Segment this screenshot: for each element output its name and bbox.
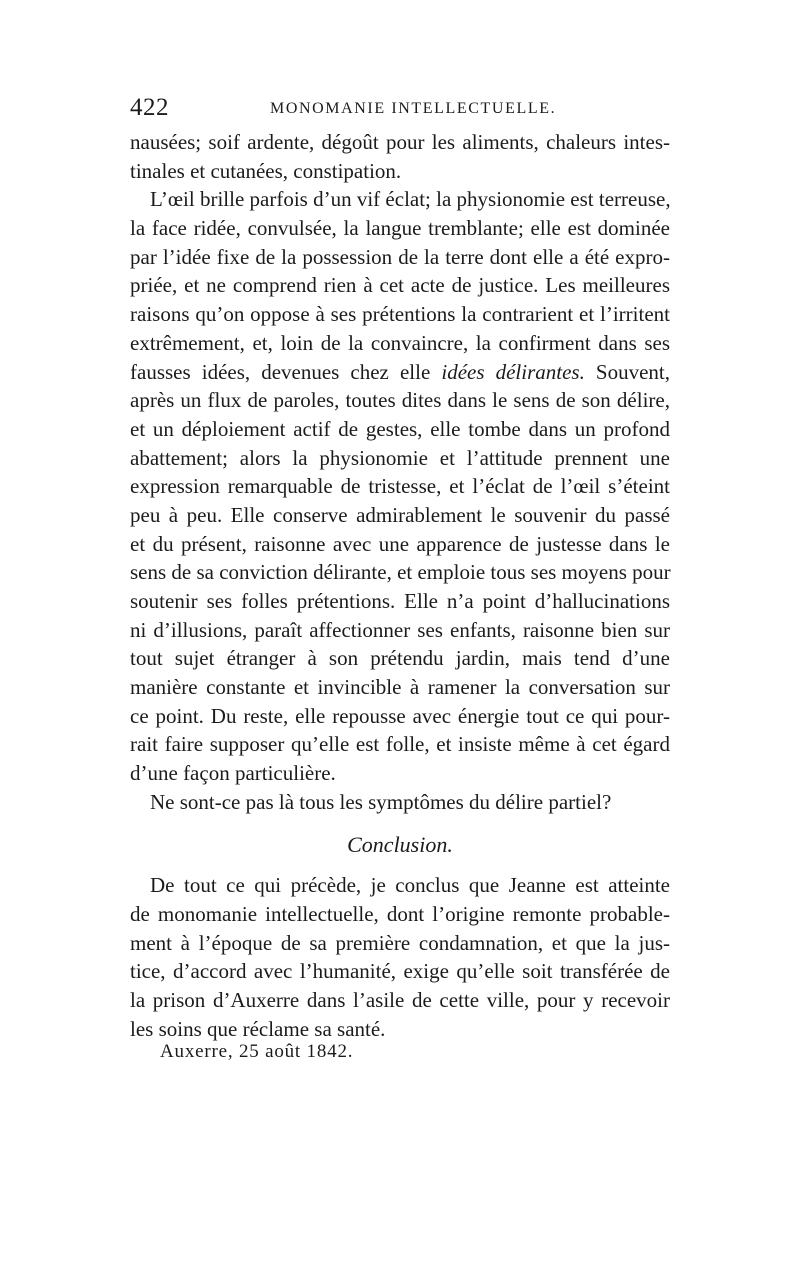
text-line: tice, d’accord avec l’humanité, exige qu’elle soit transférée de <box>130 959 670 984</box>
text-line: extrêmement, et, loin de la convaincre, la confirment dans ses <box>130 330 670 355</box>
text-line: et du présent, raisonne avec une apparence de justesse dans le <box>130 531 670 556</box>
text-line: de monomanie intellectuelle, dont l’origine remonte probable- <box>130 901 670 926</box>
text-line: L’œil brille parfois d’un vif éclat; la physionomie est terreuse, <box>150 187 671 212</box>
text-segment: fausses idées, devenues chez elle <box>130 359 442 384</box>
section-title: Conclusion. <box>347 831 453 857</box>
text-line: raisons qu’on oppose à ses prétentions la contrarient et l’irritent <box>130 302 670 327</box>
text-line: les soins que réclame sa santé. <box>130 1016 386 1041</box>
text-line: tinales et cutanées, constipation. <box>130 158 402 183</box>
signature-line: Auxerre, 25 août 1842. <box>160 1041 354 1062</box>
text-line-with-italic <box>130 358 670 387</box>
text-line: la prison d’Auxerre dans l’asile de cette ville, pour y recevoir <box>130 987 670 1012</box>
italic-phrase: idées délirantes. <box>441 359 585 384</box>
text-line: Ne sont-ce pas là tous les symptômes du délire partiel? <box>150 789 612 814</box>
text-line: ni d’illusions, paraît affectionner ses enfants, raisonne bien sur <box>130 617 670 642</box>
page-number: 422 <box>130 94 169 121</box>
text-line: expression remarquable de tristesse, et l’éclat de l’œil s’éteint <box>130 474 670 499</box>
text-line: ment à l’époque de sa première condamnation, et que la jus- <box>130 930 670 955</box>
text-line: après un flux de paroles, toutes dites dans le sens de son délire, <box>130 388 670 413</box>
text-line: abattement; alors la physionomie et l’attitude prennent une <box>130 445 670 470</box>
text-line: ce point. Du reste, elle repousse avec énergie tout ce qui pour- <box>130 703 670 728</box>
page-header <box>130 94 670 124</box>
running-title: MONOMANIE INTELLECTUELLE. <box>270 100 557 117</box>
text-line: d’une façon particulière. <box>130 761 336 786</box>
body-text <box>130 128 670 1043</box>
text-line: De tout ce qui précède, je conclus que Jeanne est atteinte <box>150 873 670 898</box>
text-line: soutenir ses folles prétentions. Elle n’a point d’hallucinations <box>130 589 670 613</box>
text-line: rait faire supposer qu’elle est folle, et insiste même à cet égard <box>130 732 670 757</box>
text-line: sens de sa conviction délirante, et emploie tous ses moyens pour <box>130 560 671 585</box>
text-line: nausées; soif ardente, dégoût pour les aliments, chaleurs intes- <box>130 130 670 154</box>
text-line: et un déploiement actif de gestes, elle tombe dans un profond <box>130 416 670 441</box>
text-line: la face ridée, convulsée, la langue tremblante; elle est dominée <box>130 216 670 241</box>
text-line: peu à peu. Elle conserve admirablement le souvenir du passé <box>130 502 670 527</box>
text-line: priée, et ne comprend rien à cet acte de justice. Les meilleures <box>130 273 670 298</box>
text-line: tout sujet étranger à son prétendu jardin, mais tend d’une <box>130 646 670 671</box>
text-segment: Souvent, <box>584 359 670 384</box>
text-line: par l’idée fixe de la possession de la terre dont elle a été expro- <box>130 244 670 269</box>
text-line: manière constante et invincible à ramener la conversation sur <box>130 675 670 700</box>
